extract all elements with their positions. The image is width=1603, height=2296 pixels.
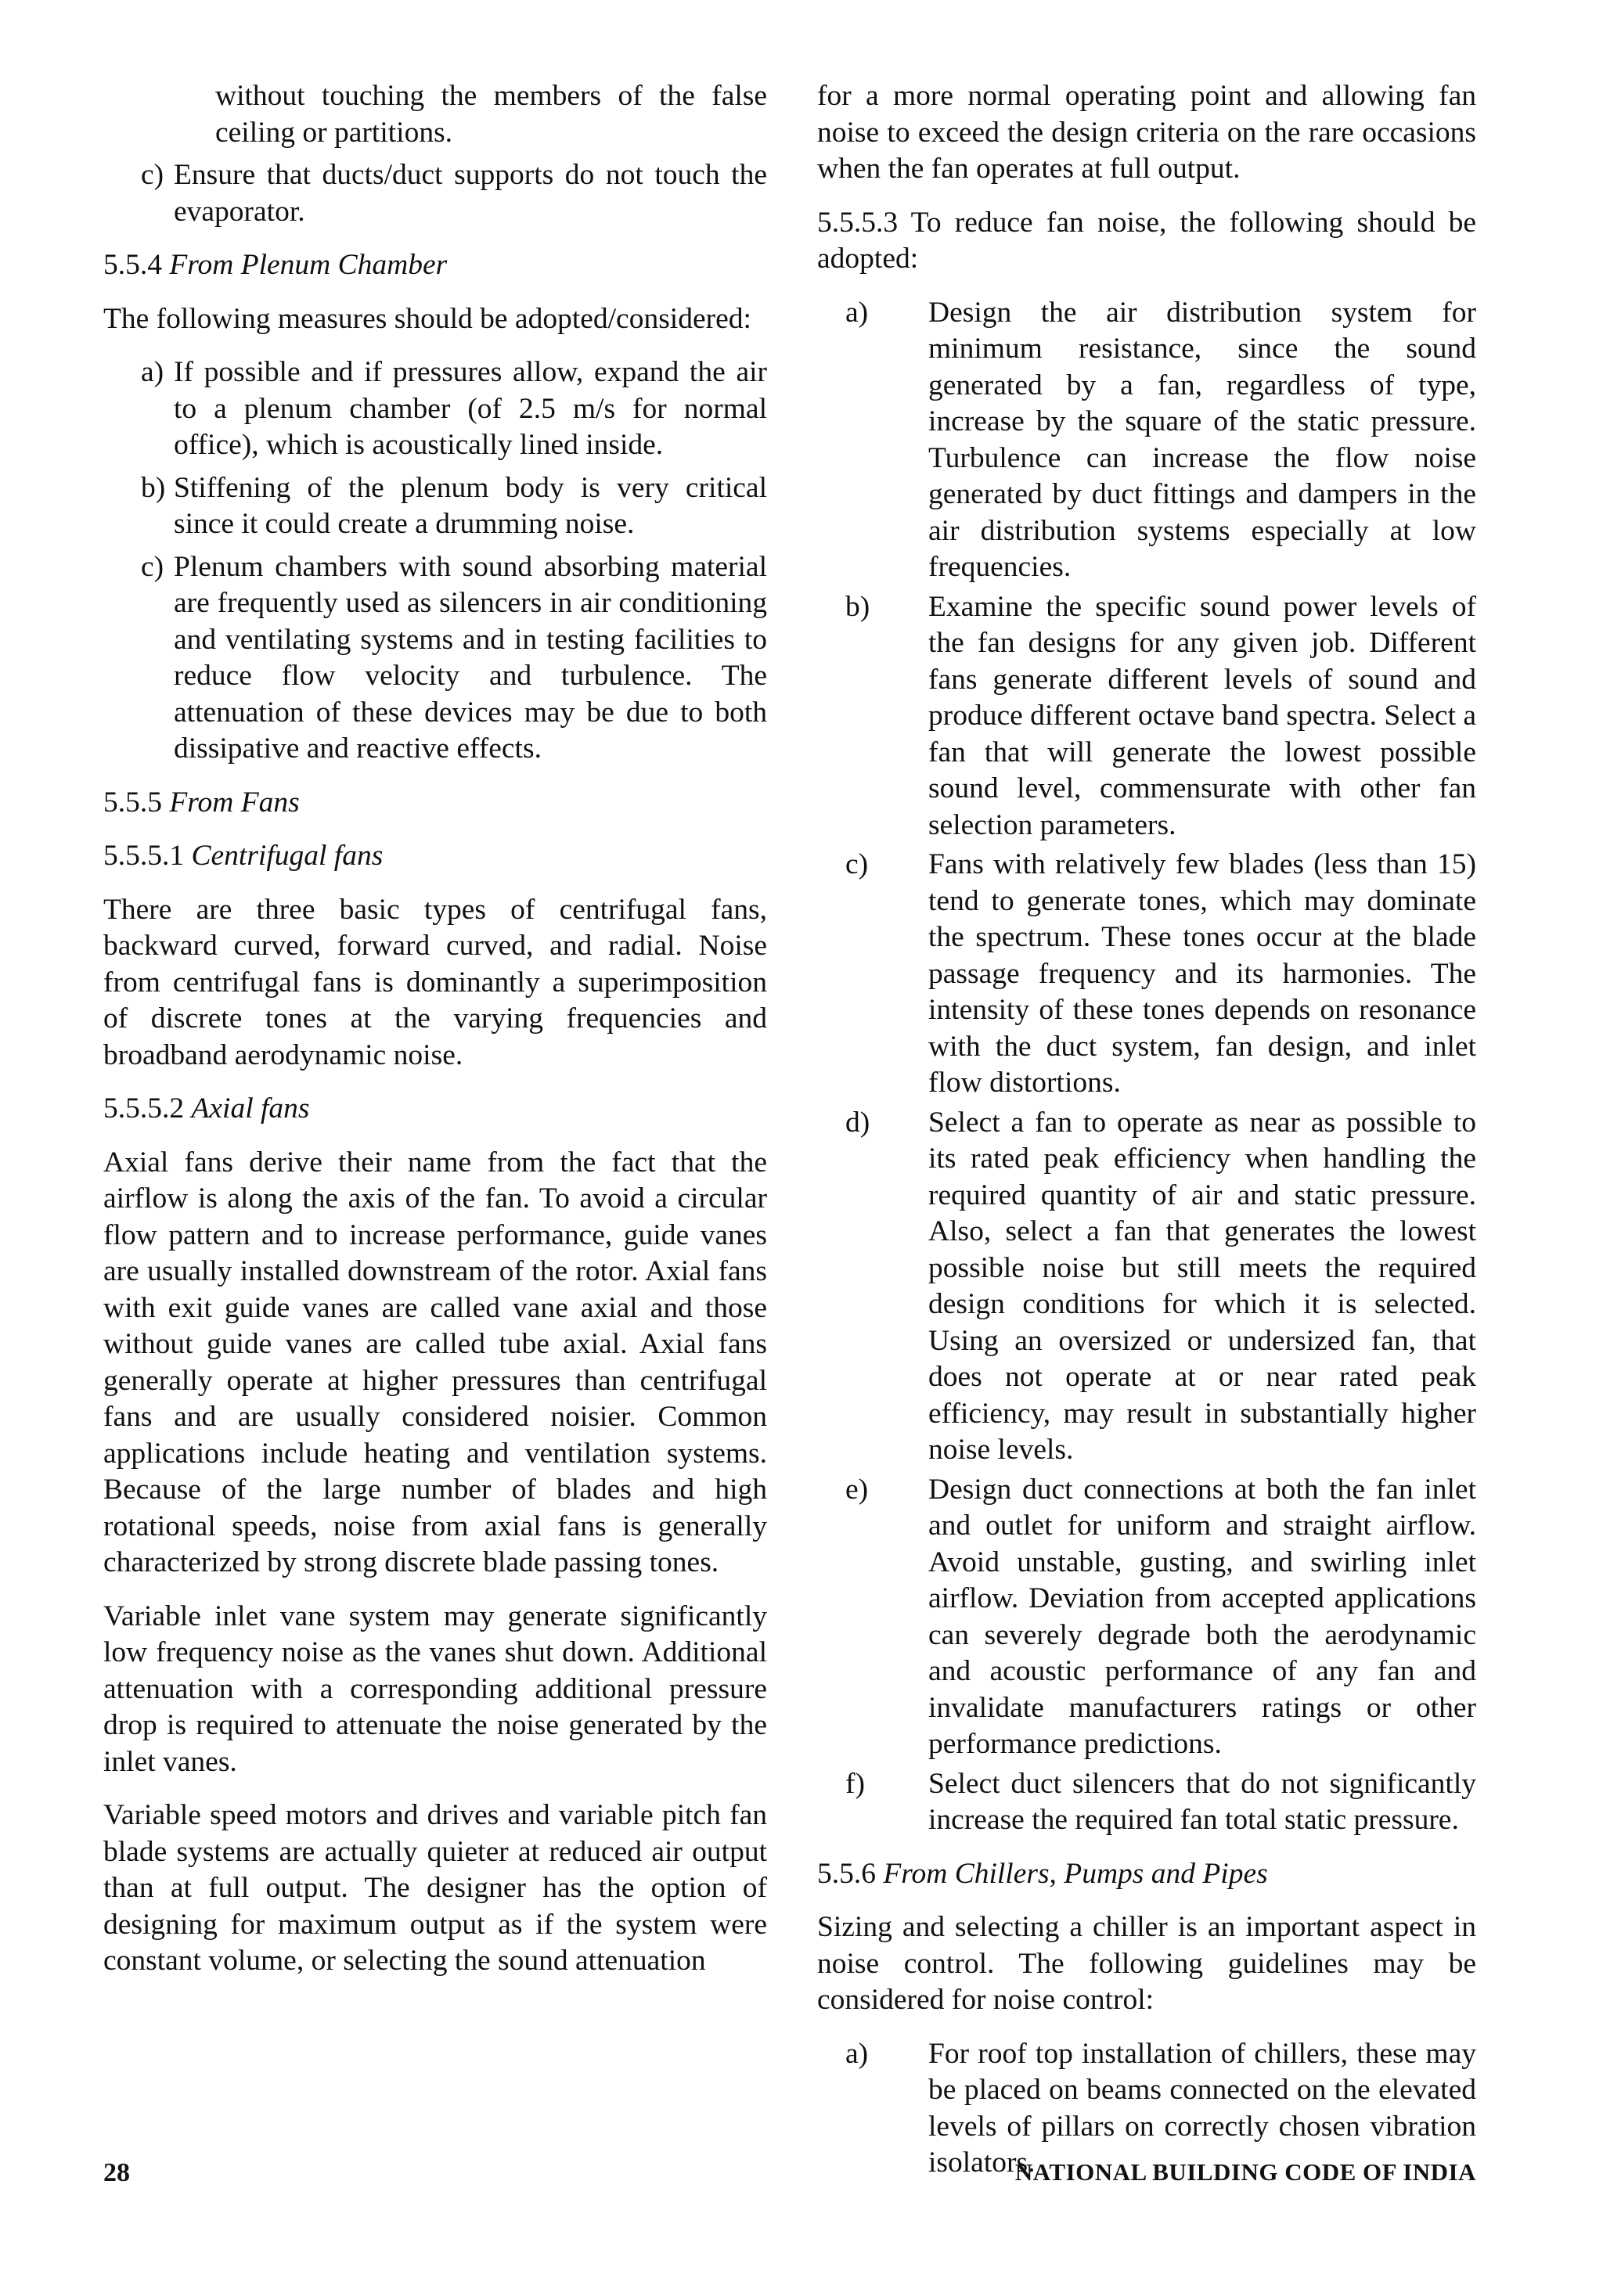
paragraph: Sizing and selecting a chiller is an important aspect in noise control. The following guidelines may be considered for noise control:	[817, 1911, 1476, 2016]
list-item	[817, 1766, 1476, 1839]
list-marker: c)	[845, 848, 869, 880]
list-item	[817, 295, 1476, 586]
list-text: Ensure that ducts/duct supports do not touch the evaporator.	[174, 159, 767, 228]
section-number: 5.5.4	[103, 249, 162, 281]
section-heading-5-5-4	[103, 247, 767, 284]
section-number: 5.5.5.2	[103, 1092, 185, 1125]
section-heading-5-5-5	[103, 785, 767, 822]
list-item	[103, 354, 767, 464]
footer-title: NATIONAL BUILDING CODE OF INDIA	[1014, 2158, 1476, 2186]
paragraph: Variable inlet vane system may generate significantly low frequency noise as the vanes shut down. Additional attenuation with a corresponding additional pressure drop is required to attenuate the noise generated by the inlet vanes.	[103, 1600, 767, 1778]
section-heading-5-5-5-2	[103, 1091, 767, 1128]
list-text: Examine the specific sound power levels of the fan designs for any given job. Different fans generate different levels of sound and produce different octave band spectra. Select a fan that will generate the lowest possible sound level, commensurate with other fan selection parameters.	[928, 590, 1477, 841]
list-item	[817, 1105, 1476, 1469]
paragraph: There are three basic types of centrifugal fans, backward curved, forward curved, and radial. Noise from centrifugal fans is dominantly a superimposition of discrete tones at the varying frequencies and broadband aerodynamic noise.	[103, 893, 767, 1071]
paragraph: Variable speed motors and drives and variable pitch fan blade systems are actually quieter at reduced air output than at full output. The designer has the option of designing for maximum output as if the system were constant volume, or selecting the sound attenuation	[103, 1799, 767, 1977]
section-number: 5.5.6	[817, 1857, 876, 1890]
list-text: Select a fan to operate as near as possible to its rated peak efficiency when handling the required quantity of air and static pressure. Also, select a fan that generates the lowest possible noise but still meets the required design conditions for which it is selected. Using an oversized or undersized fan, that does not operate at or near rated peak efficiency, may result in substantially higher noise levels.	[928, 1106, 1476, 1466]
section-title: Axial fans	[191, 1092, 310, 1125]
list-item	[817, 847, 1476, 1102]
list-marker: b)	[845, 590, 870, 623]
section-heading-5-5-6	[817, 1856, 1476, 1893]
left-column	[103, 78, 767, 1997]
list-marker: b)	[141, 471, 166, 504]
section-number: 5.5.5.3	[817, 206, 899, 239]
list-text: Stiffening of the plenum body is very critical since it could create a drumming noise.	[174, 471, 767, 540]
section-title: From Plenum Chamber	[169, 249, 448, 281]
list-item	[817, 589, 1476, 844]
section-title: Centrifugal fans	[191, 840, 384, 872]
paragraph: The following measures should be adopted/considered:	[103, 302, 751, 335]
section-5-5-5-3	[817, 205, 1476, 278]
list-marker: d)	[845, 1106, 870, 1139]
list-item	[103, 549, 767, 768]
list-marker: a)	[141, 356, 164, 388]
continuation-text: for a more normal operating point and allowing fan noise to exceed the design criteria on the rare occasions when the fan operates at full output.	[817, 80, 1476, 185]
page-number: 28	[103, 2158, 130, 2187]
list-item	[817, 1472, 1476, 1763]
continuation-text: without touching the members of the false ceiling or partitions.	[215, 80, 767, 149]
section-text: To reduce fan noise, the following should be adopted:	[817, 206, 1476, 275]
list-text: Design the air distribution system for minimum resistance, since the sound generated by a fan, regardless of type, increase by the square of the static pressure. Turbulence can increase the flow noise generated by duct fittings and dampers in the air distribution systems especially at low frequencies.	[928, 296, 1476, 583]
list-5-5-4	[103, 354, 767, 768]
list-item	[103, 470, 767, 543]
list-marker: f)	[845, 1767, 865, 1800]
right-column	[817, 78, 1476, 2199]
list-marker: e)	[845, 1473, 869, 1506]
list-marker: a)	[845, 296, 869, 329]
list-text: For roof top installation of chillers, these may be placed on beams connected on the elevated levels of pillars on correctly chosen vibration isolators.	[928, 2037, 1476, 2179]
section-title: From Chillers, Pumps and Pipes	[883, 1857, 1268, 1890]
list-text: Plenum chambers with sound absorbing material are frequently used as silencers in air conditioning and ventilating systems and in testing facilities to reduce flow velocity and turbulence. The attenuation of these devices may be due to both dissipative and reactive effects.	[174, 550, 767, 765]
paragraph: Axial fans derive their name from the fact that the airflow is along the axis of the fan. To avoid a circular flow pattern and to increase performance, guide vanes are usually installed downstream of the rotor. Axial fans with exit guide vanes are called vane axial and those without guide vanes are called tube axial. Axial fans generally operate at higher pressures than centrifugal fans and are usually considered noisier. Common applications include heating and ventilation systems. Because of the large number of blades and high rotational speeds, noise from axial fans is generally characterized by strong discrete blade passing tones.	[103, 1146, 767, 1578]
section-number: 5.5.5	[103, 786, 162, 819]
list-item	[103, 157, 767, 230]
continued-list	[103, 157, 767, 230]
section-heading-5-5-5-1	[103, 838, 767, 875]
list-text: Fans with relatively few blades (less than 15) tend to generate tones, which may dominate the spectrum. These tones occur at the blade passage frequency and its harmonies. The intensity of these tones depends on resonance with the duct system, fan design, and inlet flow distortions.	[928, 848, 1476, 1099]
list-marker: a)	[845, 2037, 869, 2070]
list-5-5-5-3	[817, 295, 1476, 1839]
section-title: From Fans	[169, 786, 300, 819]
list-text: Select duct silencers that do not significantly increase the required fan total static pressure.	[928, 1767, 1476, 1836]
section-number: 5.5.5.1	[103, 840, 185, 872]
list-marker: c)	[141, 159, 164, 191]
list-text: If possible and if pressures allow, expand the air to a plenum chamber (of 2.5 m/s for normal office), which is acoustically lined inside.	[174, 356, 767, 461]
list-marker: c)	[141, 550, 164, 583]
list-text: Design duct connections at both the fan inlet and outlet for uniform and straight airflow. Avoid unstable, gusting, and swirling inlet airflow. Deviation from accepted applications can severely degrade both the aerodynamic and acoustic performance of any fan and invalidate manufacturers ratings or other performance predictions.	[928, 1473, 1476, 1760]
